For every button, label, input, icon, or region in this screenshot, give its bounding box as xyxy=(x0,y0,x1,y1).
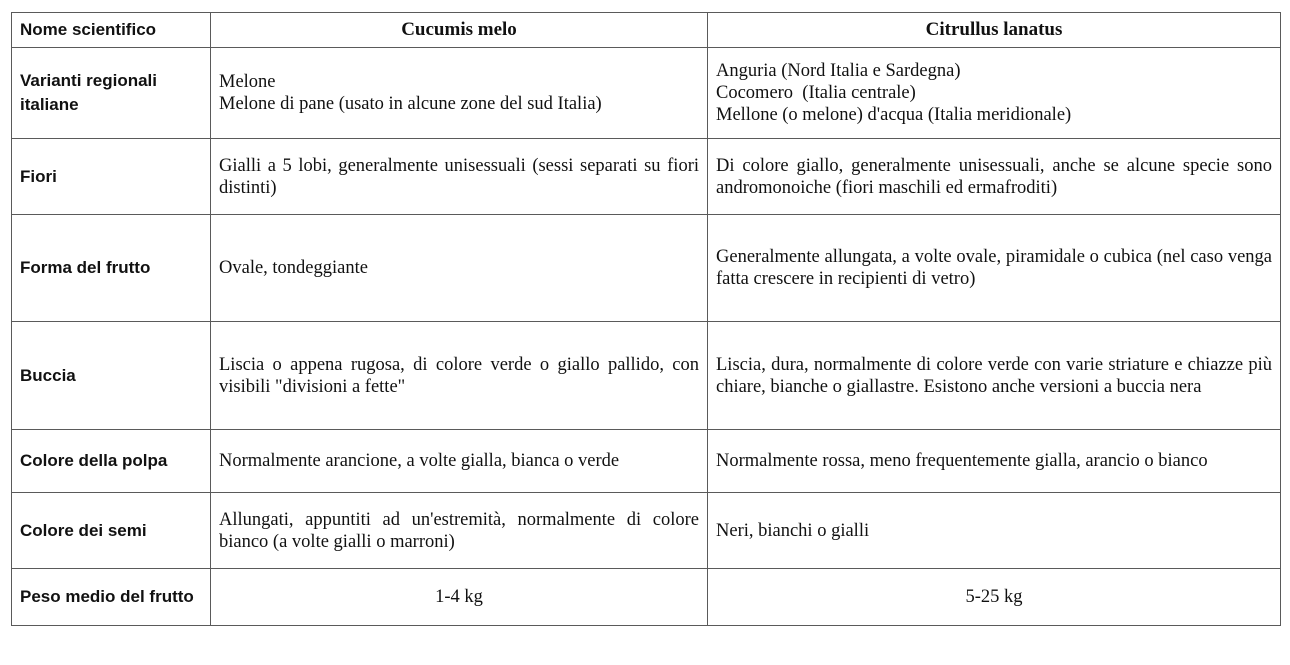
table-row-fiori xyxy=(12,139,1281,215)
table-row-forma xyxy=(12,215,1281,322)
table-row-peso xyxy=(12,569,1281,626)
table-row-polpa xyxy=(12,430,1281,493)
table-row-varianti xyxy=(12,48,1281,139)
row-label: Forma del frutto xyxy=(12,215,211,322)
row-label: Colore della polpa xyxy=(12,430,211,493)
header-label-cell: Nome scientifico xyxy=(12,13,211,48)
table-row-semi xyxy=(12,493,1281,569)
cell-melo-buccia: Liscia o appena rugosa, di colore verde o giallo pallido, con visibili "divisioni a fette" xyxy=(211,322,708,430)
cell-lanatus-fiori: Di colore giallo, generalmente unisessuali, anche se alcune specie sono andromonoiche (fiori maschili ed ermafroditi) xyxy=(708,139,1281,215)
cell-line: Cocomero (Italia centrale) xyxy=(716,83,916,103)
cell-melo-varianti xyxy=(211,48,708,139)
cell-line: Mellone (o melone) d'acqua (Italia meridionale) xyxy=(716,105,1072,125)
row-label: Fiori xyxy=(12,139,211,215)
cell-lanatus-polpa: Normalmente rossa, meno frequentemente gialla, arancio o bianco xyxy=(708,430,1281,493)
table-header-row xyxy=(12,13,1281,48)
row-label: Colore dei semi xyxy=(12,493,211,569)
cell-melo-peso: 1-4 kg xyxy=(211,569,708,626)
row-label: Peso medio del frutto xyxy=(12,569,211,626)
cell-lanatus-varianti xyxy=(708,48,1281,139)
row-label: Buccia xyxy=(12,322,211,430)
header-cucumis-melo: Cucumis melo xyxy=(211,13,708,48)
cell-melo-fiori: Gialli a 5 lobi, generalmente unisessuali (sessi separati su fiori distinti) xyxy=(211,139,708,215)
cell-melo-semi: Allungati, appuntiti ad un'estremità, normalmente di colore bianco (a volte gialli o marroni) xyxy=(211,493,708,569)
cell-lanatus-buccia: Liscia, dura, normalmente di colore verde con varie striature e chiazze più chiare, bianche o giallastre. Esistono anche versioni a buccia nera xyxy=(708,322,1281,430)
cell-lanatus-forma: Generalmente allungata, a volte ovale, piramidale o cubica (nel caso venga fatta crescere in recipienti di vetro) xyxy=(708,215,1281,322)
row-label: Varianti regionali italiane xyxy=(12,48,211,139)
table-row-buccia xyxy=(12,322,1281,430)
cell-line: Melone xyxy=(219,72,276,92)
cell-lanatus-semi: Neri, bianchi o gialli xyxy=(708,493,1281,569)
cell-melo-forma: Ovale, tondeggiante xyxy=(211,215,708,322)
cell-line: Melone di pane (usato in alcune zone del sud Italia) xyxy=(219,94,602,114)
cell-lanatus-peso: 5-25 kg xyxy=(708,569,1281,626)
cell-melo-polpa: Normalmente arancione, a volte gialla, bianca o verde xyxy=(211,430,708,493)
cell-line: Anguria (Nord Italia e Sardegna) xyxy=(716,61,961,81)
comparison-table xyxy=(11,12,1281,626)
header-citrullus-lanatus: Citrullus lanatus xyxy=(708,13,1281,48)
